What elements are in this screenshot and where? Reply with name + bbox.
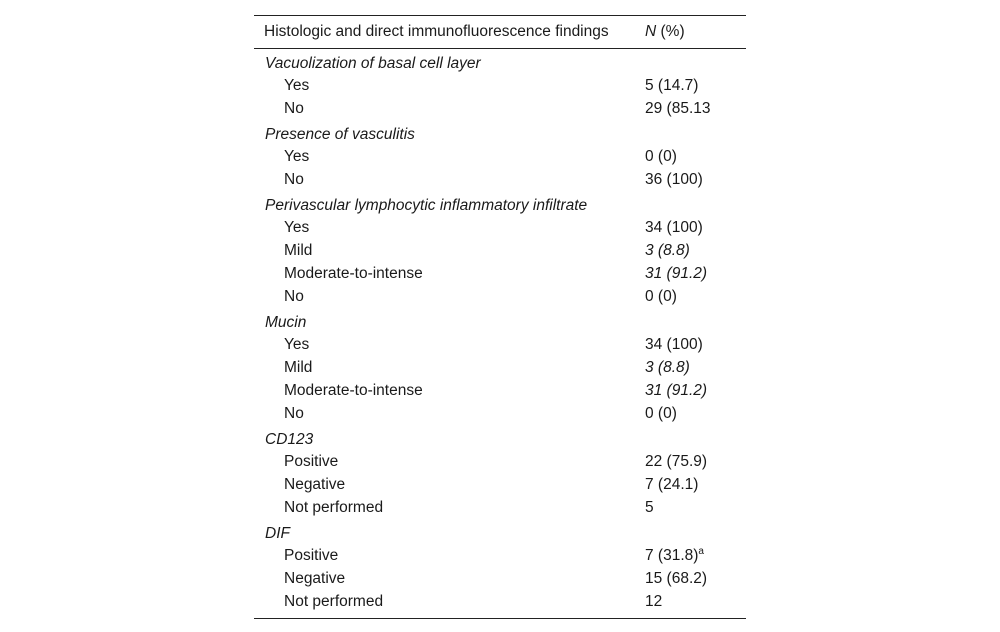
table-row <box>254 379 746 402</box>
table-row <box>254 168 746 191</box>
group-row <box>254 425 746 450</box>
row-label: Moderate-to-intense <box>284 382 423 399</box>
row-label: No <box>284 171 304 188</box>
table-header-row <box>254 16 746 48</box>
group-label: Vacuolization of basal cell layer <box>265 55 481 72</box>
row-value: 22 (75.9) <box>645 453 708 470</box>
header-n: N <box>645 23 657 40</box>
row-label: Mild <box>284 359 313 376</box>
group-row <box>254 308 746 333</box>
row-label: Yes <box>284 336 310 353</box>
table-row <box>254 567 746 590</box>
row-label: Positive <box>284 453 339 470</box>
row-label: Negative <box>284 570 346 587</box>
table-bottom-rule <box>254 618 746 619</box>
table-row <box>254 285 746 308</box>
group-row <box>254 120 746 145</box>
table-row <box>254 496 746 519</box>
header-percent: (%) <box>656 23 685 40</box>
row-label: No <box>284 405 304 422</box>
table-row <box>254 402 746 425</box>
row-label: Negative <box>284 476 346 493</box>
group-label: CD123 <box>265 431 314 448</box>
row-value: 3 (8.8) <box>645 242 690 259</box>
header-findings: Histologic and direct immunofluorescence findings <box>264 23 609 40</box>
table-row <box>254 216 746 239</box>
group-label: Perivascular lymphocytic inflammatory infiltrate <box>265 197 588 214</box>
row-value: 31 (91.2) <box>645 265 708 282</box>
group-row <box>254 49 746 74</box>
row-value: 3 (8.8) <box>645 359 690 376</box>
group-label: DIF <box>265 525 290 542</box>
row-label: Yes <box>284 148 310 165</box>
table-row <box>254 97 746 120</box>
row-label: Positive <box>284 547 339 564</box>
row-label: No <box>284 288 304 305</box>
row-value: 5 <box>645 499 654 516</box>
row-value: 31 (91.2) <box>645 382 708 399</box>
row-value: 0 (0) <box>645 288 677 305</box>
table-row <box>254 590 746 613</box>
row-value: 34 (100) <box>645 336 703 353</box>
group-row <box>254 519 746 544</box>
header-n-percent <box>645 16 685 48</box>
group-label: Mucin <box>265 314 307 331</box>
table-row <box>254 262 746 285</box>
group-row <box>254 191 746 216</box>
row-value: 7 (24.1) <box>645 476 699 493</box>
table-row <box>254 473 746 496</box>
findings-table <box>254 15 746 619</box>
footnote-marker: a <box>698 546 704 557</box>
row-label: Yes <box>284 77 310 94</box>
row-label: Not performed <box>284 499 384 516</box>
row-label: No <box>284 100 304 117</box>
table-row <box>254 239 746 262</box>
table-row <box>254 356 746 379</box>
row-label: Not performed <box>284 593 384 610</box>
row-value: 5 (14.7) <box>645 77 699 94</box>
row-value: 15 (68.2) <box>645 570 708 587</box>
row-value: 34 (100) <box>645 219 703 236</box>
table-row <box>254 333 746 356</box>
table-row <box>254 544 746 567</box>
row-value: 36 (100) <box>645 171 703 188</box>
row-value-with-footnote <box>645 544 704 567</box>
row-value: 7 (31.8) <box>645 547 699 564</box>
row-label: Yes <box>284 219 310 236</box>
row-value: 0 (0) <box>645 405 677 422</box>
row-value: 12 <box>645 593 663 610</box>
table-row <box>254 74 746 97</box>
row-value: 29 (85.13 <box>645 100 711 117</box>
table-row <box>254 145 746 168</box>
row-label: Mild <box>284 242 313 259</box>
table-row <box>254 450 746 473</box>
row-value: 0 (0) <box>645 148 677 165</box>
row-label: Moderate-to-intense <box>284 265 423 282</box>
group-label: Presence of vasculitis <box>265 126 415 143</box>
